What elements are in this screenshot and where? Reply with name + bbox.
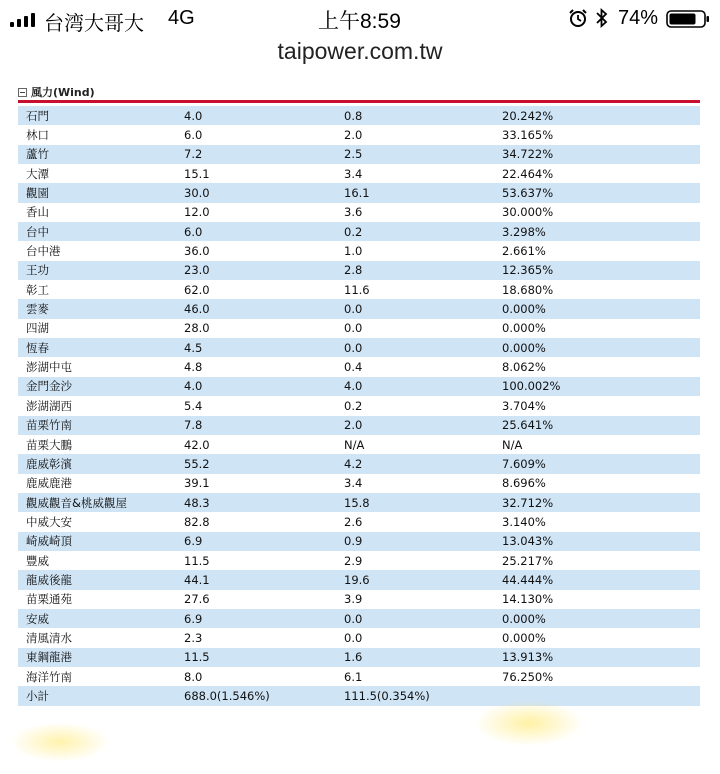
- output-ratio-cell: 2.661%: [494, 241, 700, 260]
- net-output-cell: 19.6: [336, 570, 494, 589]
- table-row: [18, 454, 700, 473]
- table-row: [18, 590, 700, 609]
- table-row: [18, 125, 700, 144]
- bluetooth-icon: [594, 7, 610, 29]
- net-output-cell: 2.0: [336, 125, 494, 144]
- output-ratio-cell: 8.696%: [494, 474, 700, 493]
- wind-section-header[interactable]: [18, 84, 95, 100]
- browser-url-bar[interactable]: taipower.com.tw: [277, 38, 443, 64]
- output-ratio-cell: 3.140%: [494, 512, 700, 531]
- net-output-cell: 0.0: [336, 628, 494, 647]
- output-ratio-cell: 25.217%: [494, 551, 700, 570]
- net-output-cell: 0.0: [336, 319, 494, 338]
- station-name-cell: 雲麥: [18, 299, 176, 318]
- table-row: [18, 357, 700, 376]
- net-output-cell: N/A: [336, 435, 494, 454]
- table-row: [18, 222, 700, 241]
- net-output-cell: 0.2: [336, 222, 494, 241]
- section-divider: [18, 100, 700, 103]
- installed-capacity-cell: 6.9: [176, 609, 336, 628]
- output-ratio-cell: 25.641%: [494, 416, 700, 435]
- table-row: [18, 106, 700, 125]
- station-name-cell: 澎湖中屯: [18, 357, 176, 376]
- output-ratio-cell: 12.365%: [494, 261, 700, 280]
- installed-capacity-cell: 4.8: [176, 357, 336, 376]
- station-name-cell: 安威: [18, 609, 176, 628]
- installed-capacity-cell: 8.0: [176, 667, 336, 686]
- net-output-cell: 2.6: [336, 512, 494, 531]
- net-output-cell: 0.0: [336, 299, 494, 318]
- collapse-icon[interactable]: [18, 88, 27, 97]
- station-name-cell: 觀園: [18, 183, 176, 202]
- carrier-name: 台湾大哥大: [44, 13, 144, 35]
- status-bar: [0, 0, 720, 38]
- station-name-cell: 香山: [18, 203, 176, 222]
- output-ratio-cell: 0.000%: [494, 319, 700, 338]
- net-output-cell: 16.1: [336, 183, 494, 202]
- net-output-cell: 3.9: [336, 590, 494, 609]
- table-row: [18, 532, 700, 551]
- net-output-cell: 0.4: [336, 357, 494, 376]
- table-row: [18, 377, 700, 396]
- station-name-cell: 觀威觀音&桃威觀屋: [18, 493, 176, 512]
- net-output-cell: 0.2: [336, 396, 494, 415]
- output-ratio-cell: 0.000%: [494, 299, 700, 318]
- output-ratio-cell: 0.000%: [494, 609, 700, 628]
- output-ratio-cell: 3.704%: [494, 396, 700, 415]
- table-row: [18, 299, 700, 318]
- net-output-cell: 3.4: [336, 164, 494, 183]
- table-row: [18, 319, 700, 338]
- station-name-cell: 四湖: [18, 319, 176, 338]
- station-name-cell: 鹿威彰濱: [18, 454, 176, 473]
- installed-capacity-cell: 55.2: [176, 454, 336, 473]
- output-ratio-cell: 100.002%: [494, 377, 700, 396]
- output-ratio-cell: 13.913%: [494, 648, 700, 667]
- installed-capacity-cell: 42.0: [176, 435, 336, 454]
- output-ratio-cell: 44.444%: [494, 570, 700, 589]
- output-ratio-cell: 32.712%: [494, 493, 700, 512]
- output-ratio-cell: 53.637%: [494, 183, 700, 202]
- installed-capacity-cell: 39.1: [176, 474, 336, 493]
- station-name-cell: 澎湖湖西: [18, 396, 176, 415]
- station-name-cell: 豐威: [18, 551, 176, 570]
- table-row: [18, 261, 700, 280]
- station-name-cell: 苗栗竹南: [18, 416, 176, 435]
- signal-strength-icon: [10, 11, 35, 27]
- installed-capacity-cell: 36.0: [176, 241, 336, 260]
- installed-capacity-cell: 4.0: [176, 377, 336, 396]
- output-ratio-cell: 0.000%: [494, 628, 700, 647]
- net-output-cell: 0.0: [336, 609, 494, 628]
- installed-capacity-cell: 30.0: [176, 183, 336, 202]
- station-name-cell: 台中港: [18, 241, 176, 260]
- output-ratio-cell: 13.043%: [494, 532, 700, 551]
- station-name-cell: 崎威崎頂: [18, 532, 176, 551]
- table-row: [18, 474, 700, 493]
- station-name-cell: 彰工: [18, 280, 176, 299]
- table-row: [18, 241, 700, 260]
- net-output-cell: 1.6: [336, 648, 494, 667]
- installed-capacity-cell: 5.4: [176, 396, 336, 415]
- net-output-cell: 15.8: [336, 493, 494, 512]
- installed-capacity-cell: 6.9: [176, 532, 336, 551]
- net-output-cell: 4.0: [336, 377, 494, 396]
- net-output-cell: 6.1: [336, 667, 494, 686]
- alarm-clock-icon: [568, 8, 588, 28]
- output-ratio-cell: 76.250%: [494, 667, 700, 686]
- net-output-cell: 11.6: [336, 280, 494, 299]
- station-name-cell: 金門金沙: [18, 377, 176, 396]
- table-row: [18, 551, 700, 570]
- net-output-cell: 2.0: [336, 416, 494, 435]
- installed-capacity-cell: 6.0: [176, 125, 336, 144]
- installed-capacity-cell: 2.3: [176, 628, 336, 647]
- net-output-cell: 0.8: [336, 106, 494, 125]
- installed-capacity-cell: 48.3: [176, 493, 336, 512]
- battery-percentage: 74%: [618, 7, 659, 29]
- battery-icon: [666, 10, 710, 28]
- output-ratio-cell: 7.609%: [494, 454, 700, 473]
- installed-capacity-cell: 11.5: [176, 648, 336, 667]
- station-name-cell: 海洋竹南: [18, 667, 176, 686]
- installed-capacity-cell: 7.2: [176, 145, 336, 164]
- net-output-cell: 2.5: [336, 145, 494, 164]
- table-row: [18, 609, 700, 628]
- installed-capacity-cell: 4.5: [176, 338, 336, 357]
- output-ratio-cell: 3.298%: [494, 222, 700, 241]
- output-ratio-cell: 14.130%: [494, 590, 700, 609]
- output-ratio-cell: 8.062%: [494, 357, 700, 376]
- highlight-mark: [474, 700, 584, 746]
- station-name-cell: 清風清水: [18, 628, 176, 647]
- net-output-cell: 111.5(0.354%): [336, 686, 494, 705]
- table-row: [18, 396, 700, 415]
- installed-capacity-cell: 12.0: [176, 203, 336, 222]
- station-name-cell: 林口: [18, 125, 176, 144]
- output-ratio-cell: [494, 686, 700, 705]
- table-row: [18, 493, 700, 512]
- net-output-cell: 1.0: [336, 241, 494, 260]
- installed-capacity-cell: 82.8: [176, 512, 336, 531]
- table-row: [18, 512, 700, 531]
- installed-capacity-cell: 27.6: [176, 590, 336, 609]
- installed-capacity-cell: 62.0: [176, 280, 336, 299]
- station-name-cell: 蘆竹: [18, 145, 176, 164]
- table-row: [18, 145, 700, 164]
- station-name-cell: 台中: [18, 222, 176, 241]
- installed-capacity-cell: 15.1: [176, 164, 336, 183]
- installed-capacity-cell: 46.0: [176, 299, 336, 318]
- net-output-cell: 3.6: [336, 203, 494, 222]
- table-row: [18, 183, 700, 202]
- station-name-cell: 王功: [18, 261, 176, 280]
- station-name-cell: 小計: [18, 686, 176, 705]
- output-ratio-cell: 0.000%: [494, 338, 700, 357]
- installed-capacity-cell: 23.0: [176, 261, 336, 280]
- output-ratio-cell: 30.000%: [494, 203, 700, 222]
- installed-capacity-cell: 44.1: [176, 570, 336, 589]
- output-ratio-cell: 34.722%: [494, 145, 700, 164]
- station-name-cell: 東鋼龍港: [18, 648, 176, 667]
- status-time: 上午8:59: [318, 10, 401, 33]
- station-name-cell: 苗栗大鵬: [18, 435, 176, 454]
- station-name-cell: 鹿威鹿港: [18, 474, 176, 493]
- installed-capacity-cell: 688.0(1.546%): [176, 686, 336, 705]
- station-name-cell: 大潭: [18, 164, 176, 183]
- installed-capacity-cell: 11.5: [176, 551, 336, 570]
- output-ratio-cell: 33.165%: [494, 125, 700, 144]
- net-output-cell: 0.9: [336, 532, 494, 551]
- table-row: [18, 667, 700, 686]
- installed-capacity-cell: 4.0: [176, 106, 336, 125]
- table-row: [18, 416, 700, 435]
- table-row: [18, 628, 700, 647]
- station-name-cell: 苗栗通苑: [18, 590, 176, 609]
- table-row: [18, 338, 700, 357]
- network-type: 4G: [168, 7, 195, 29]
- output-ratio-cell: 20.242%: [494, 106, 700, 125]
- output-ratio-cell: 18.680%: [494, 280, 700, 299]
- table-row: [18, 280, 700, 299]
- table-row: [18, 648, 700, 667]
- installed-capacity-cell: 7.8: [176, 416, 336, 435]
- table-total-row: [18, 686, 700, 705]
- table-row: [18, 164, 700, 183]
- table-row: [18, 435, 700, 454]
- highlight-mark: [10, 722, 110, 762]
- installed-capacity-cell: 6.0: [176, 222, 336, 241]
- net-output-cell: 4.2: [336, 454, 494, 473]
- table-row: [18, 570, 700, 589]
- station-name-cell: 恆春: [18, 338, 176, 357]
- output-ratio-cell: N/A: [494, 435, 700, 454]
- net-output-cell: 0.0: [336, 338, 494, 357]
- net-output-cell: 3.4: [336, 474, 494, 493]
- station-name-cell: 中威大安: [18, 512, 176, 531]
- station-name-cell: 龍威後龍: [18, 570, 176, 589]
- net-output-cell: 2.9: [336, 551, 494, 570]
- wind-power-table: [18, 106, 700, 706]
- station-name-cell: 石門: [18, 106, 176, 125]
- table-row: [18, 203, 700, 222]
- installed-capacity-cell: 28.0: [176, 319, 336, 338]
- net-output-cell: 2.8: [336, 261, 494, 280]
- section-title: 風力(Wind): [31, 86, 95, 99]
- output-ratio-cell: 22.464%: [494, 164, 700, 183]
